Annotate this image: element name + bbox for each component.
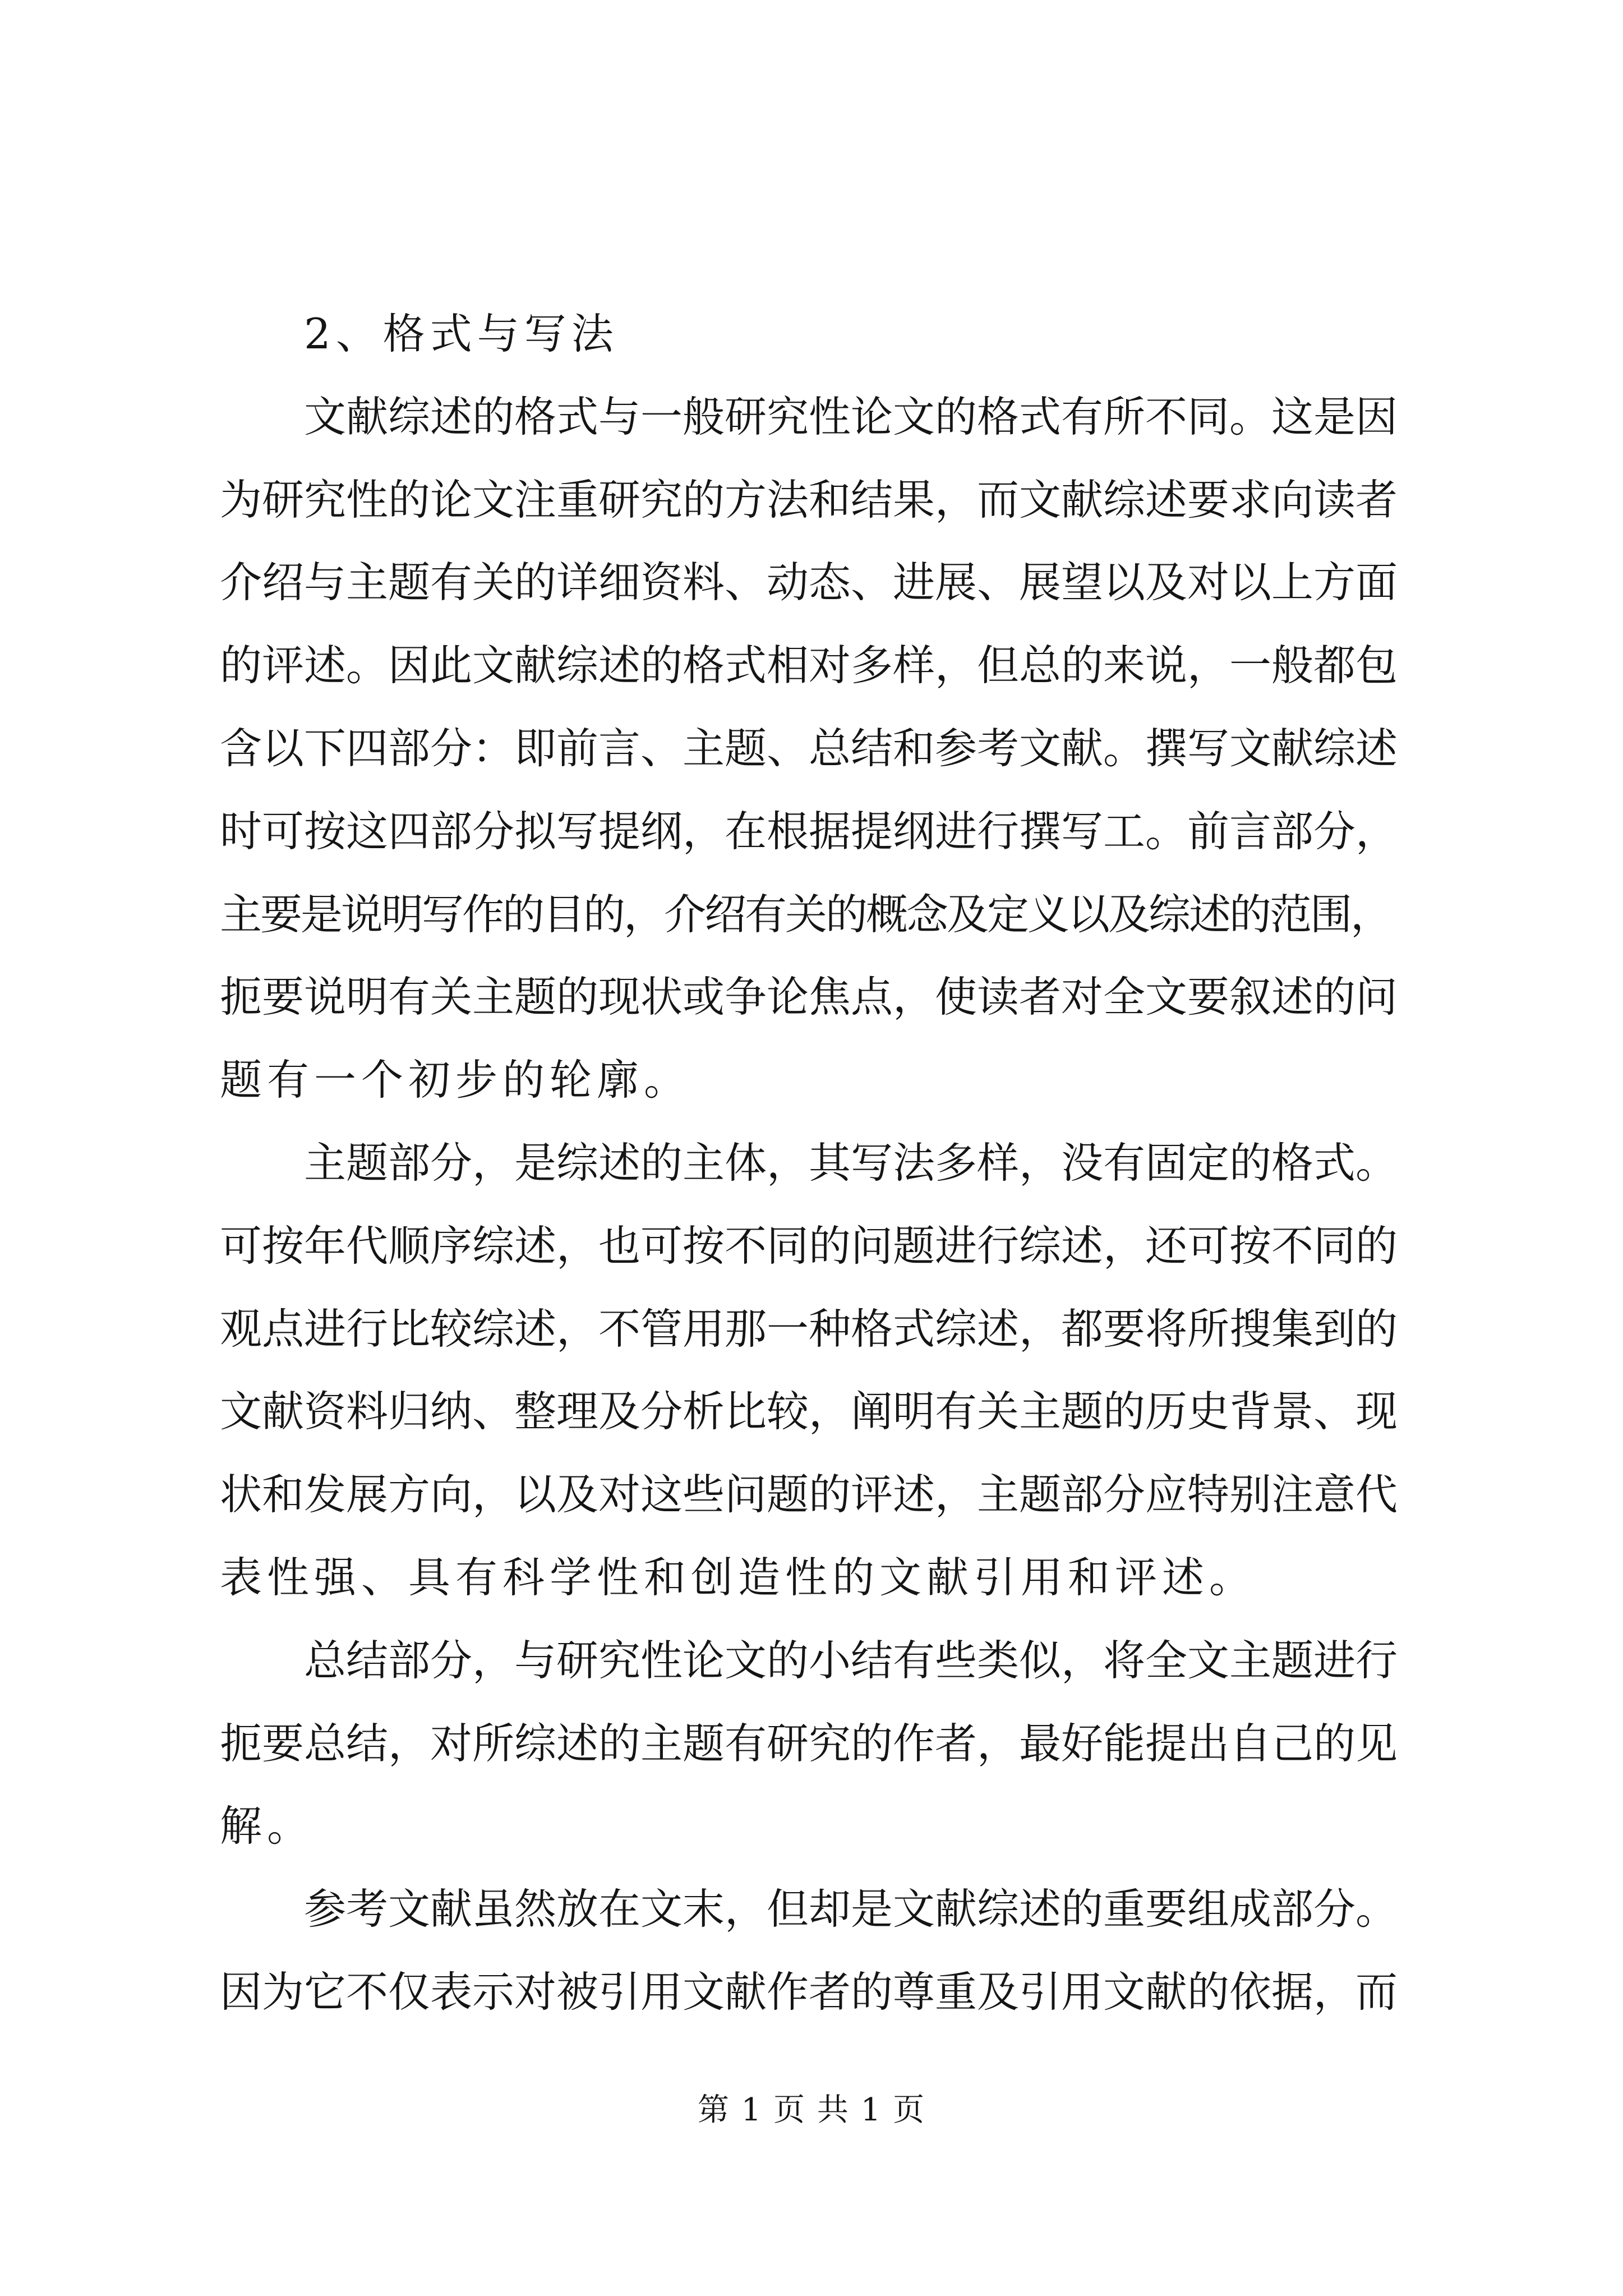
text-line: 题有一个初步的轮廓。 [220,1055,691,1105]
text-line: 时可按这四部分拟写提纲，在根据提纲进行撰写工。前言部分， [220,806,1398,856]
paragraph-first-line: 主题部分，是综述的主体，其写法多样，没有固定的格式。 [304,1138,1398,1188]
text-line: 观点进行比较综述，不管用那一种格式综述，都要将所搜集到的 [220,1304,1398,1354]
page-footer: 第 1 页 共 1 页 [697,2092,926,2128]
text-line: 状和发展方向，以及对这些问题的评述，主题部分应特别注意代 [220,1470,1398,1520]
text-line: 因为它不仅表示对被引用文献作者的尊重及引用文献的依据，而 [220,1967,1398,2017]
text-line: 可按年代顺序综述，也可按不同的问题进行综述，还可按不同的 [220,1221,1398,1271]
paragraph-first-line: 文献综述的格式与一般研究性论文的格式有所不同。这是因 [304,392,1398,441]
text-line: 的评述。因此文献综述的格式相对多样，但总的来说，一般都包 [220,641,1398,691]
text-line: 扼要总结，对所综述的主题有研究的作者，最好能提出自己的见 [220,1718,1398,1768]
paragraph-first-line: 2、格式与写法 [304,309,619,358]
text-line: 扼要说明有关主题的现状或争论焦点，使读者对全文要叙述的问 [220,972,1398,1022]
text-line: 文献资料归纳、整理及分析比较，阐明有关主题的历史背景、现 [220,1387,1398,1437]
text-line: 含以下四部分：即前言、主题、总结和参考文献。撰写文献综述 [220,723,1398,773]
document-body [220,293,1403,2034]
text-line: 介绍与主题有关的详细资料、动态、进展、展望以及对以上方面 [220,558,1398,608]
paragraph-first-line: 参考文献虽然放在文末，但却是文献综述的重要组成部分。 [304,1884,1398,1934]
paragraph-first-line: 总结部分，与研究性论文的小结有些类似，将全文主题进行 [304,1635,1398,1685]
text-line: 为研究性的论文注重研究的方法和结果，而文献综述要求向读者 [220,475,1398,524]
text-line: 主要是说明写作的目的，介绍有关的概念及定义以及综述的范围， [220,889,1391,939]
text-line: 表性强、具有科学性和创造性的文献引用和评述。 [220,1552,1257,1602]
text-line: 解。 [220,1801,315,1851]
